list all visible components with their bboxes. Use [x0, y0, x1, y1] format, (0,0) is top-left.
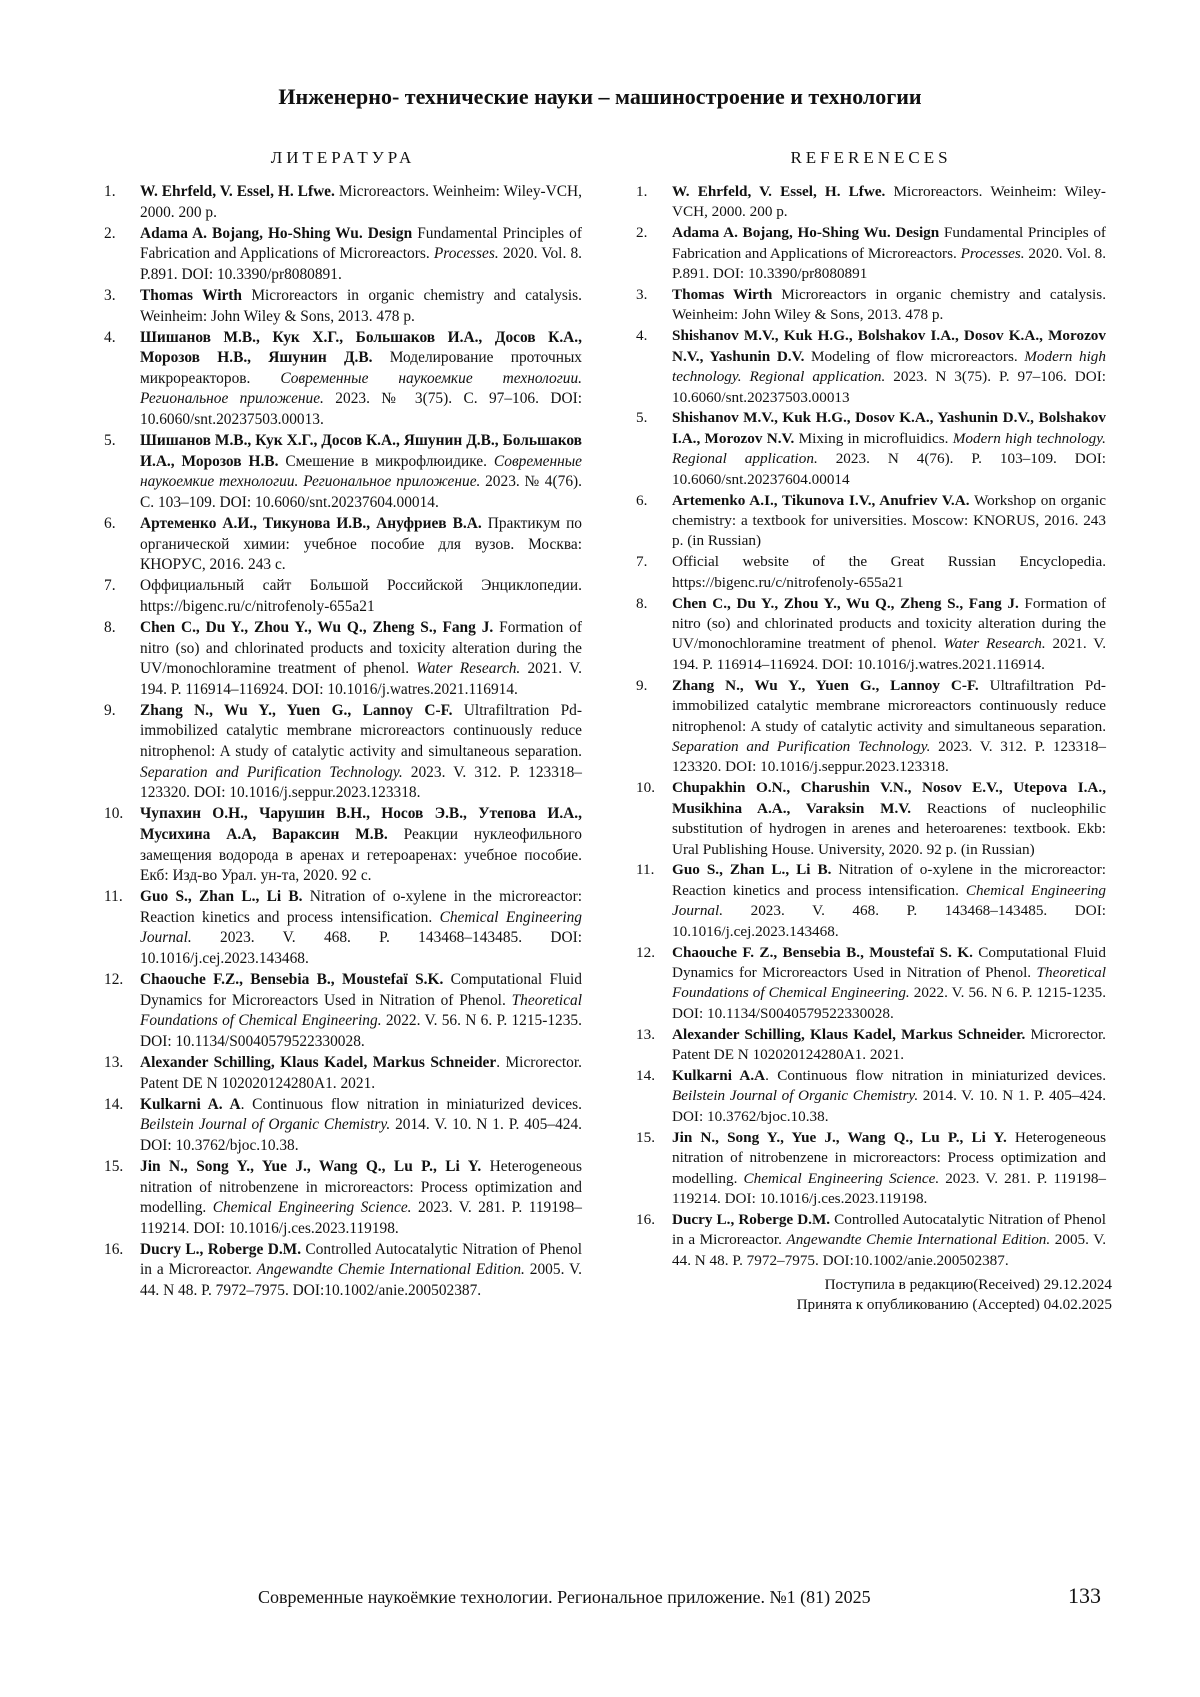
reference-item: [636, 1128, 1106, 1210]
reference-text: Реакции нуклеофильного замещения водорода в аренах и гетероаренах: учебное пособие. Екб: Изд-во Урал. ун-та, 2020. 92 с.: [140, 825, 582, 885]
reference-authors: Zhang N., Wu Y., Yuen G., Lannoy C-F.: [140, 701, 453, 719]
reference-authors: Чупахин О.Н., Чарушин В.Н., Носов Э.В., Утепова И.А., Мусихина А.А, Вараксин М.В.: [140, 805, 582, 843]
reference-item: [636, 676, 1106, 778]
reference-item: [636, 223, 1106, 284]
reference-journal: Theoretical Foundations of Chemical Engineering.: [140, 991, 582, 1030]
reference-number: 15.: [636, 1128, 655, 1146]
reference-journal: Angewandte Chemie International Edition.: [786, 1231, 1051, 1249]
reference-journal: Processes.: [433, 245, 499, 263]
reference-item: [104, 328, 582, 431]
reference-list-russian: [104, 182, 582, 1302]
references-russian-column: [104, 148, 582, 1302]
reference-text: Nitration of o-xylene in the microreactor: Reaction kinetics and process intensification.: [140, 888, 583, 926]
reference-item: [104, 804, 582, 886]
reference-authors: Adama A. Bojang, Ho-Shing Wu. Design: [140, 224, 413, 242]
reference-authors: Chen C., Du Y., Zhou Y., Wu Q., Zheng S., Fang J.: [672, 594, 1019, 612]
reference-authors: Artemenko A.I., Tikunova I.V., Anufriev V.A.: [672, 491, 970, 509]
reference-item: [636, 285, 1106, 326]
reference-text: Практикум по органической химии: учебное пособие для вузов. Москва: КНОРУС, 2016. 243 с.: [140, 515, 583, 574]
reference-journal: Beilstein Journal of Organic Chemistry.: [672, 1087, 919, 1105]
reference-item: [636, 552, 1106, 593]
reference-item: [636, 326, 1106, 408]
reference-number: 11.: [636, 861, 655, 879]
reference-number: 12.: [104, 971, 124, 989]
reference-item: [104, 618, 582, 700]
reference-details: 2023. V. 312. P. 123318–123320. DOI: 10.1016/j.seppur.2023.123318.: [140, 763, 582, 802]
reference-item: [104, 431, 582, 513]
reference-number: 1.: [104, 183, 116, 200]
reference-item: [636, 860, 1106, 942]
reference-item: [636, 1066, 1106, 1127]
reference-text: Microrector. Patent DE N 102020124280A1. 2021.: [672, 1025, 1106, 1064]
received-date: Поступила в редакцию(Received) 29.12.2024: [824, 1276, 1112, 1294]
reference-journal: Современные наукоемкие технологии. Региональное приложение.: [140, 452, 582, 491]
reference-number: 7.: [636, 553, 648, 571]
page-header-title: Инженерно- технические науки – машиностроение и технологии: [278, 84, 922, 109]
reference-journal: Chemical Engineering Journal.: [672, 881, 1106, 920]
reference-authors: Shishanov M.V., Kuk H.G., Bolshakov I.A., Dosov K.A., Morozov N.V., Yashunin D.V.: [672, 327, 1106, 365]
reference-journal: Separation and Purification Technology.: [672, 737, 931, 755]
reference-text: Workshop on organic chemistry: a textbook for universities. Moscow: KNORUS, 2016. 243 p. (in Russian): [672, 491, 1107, 550]
reference-authors: Chaouche F. Z., Bensebia B., Moustefaï S. K.: [672, 943, 973, 961]
reference-authors: Guo S., Zhan L., Li B.: [140, 888, 303, 906]
reference-item: [104, 1095, 582, 1157]
reference-text: Controlled Autocatalytic Nitration of Phenol in a Microreactor.: [140, 1240, 582, 1279]
reference-journal: Separation and Purification Technology.: [140, 763, 403, 781]
reference-number: 14.: [104, 1095, 124, 1113]
reference-number: 1.: [636, 183, 648, 200]
reference-number: 3.: [104, 286, 116, 304]
reference-text: Mixing in microfluidics.: [794, 429, 953, 447]
references-heading: REFERENECES: [790, 148, 952, 167]
reference-details: 2022. V. 56. N 6. P. 1215-1235. DOI: 10.1134/S0040579522330028.: [140, 1012, 582, 1050]
reference-number: 10.: [636, 779, 655, 797]
reference-number: 2.: [636, 224, 648, 242]
reference-text: Моделирование проточных микрореакторов.: [140, 349, 582, 387]
reference-number: 10.: [104, 805, 124, 823]
reference-text: Fundamental Principles of Fabrication and Applications of Microreactors.: [672, 224, 1106, 262]
reference-authors: Шишанов М.В., Кук Х.Г., Большаков И.А., Досов К.А., Морозов Н.В., Яшунин Д.В.: [140, 328, 582, 367]
reference-authors: Chaouche F.Z., Bensebia B., Moustefaï S.K.: [140, 971, 444, 989]
reference-number: 5.: [636, 409, 648, 427]
reference-authors: Jin N., Song Y., Yue J., Wang Q., Lu P., Li Y.: [672, 1128, 1007, 1146]
reference-item: [104, 1157, 582, 1239]
reference-number: 14.: [636, 1066, 655, 1084]
reference-text: Microreactors in organic chemistry and catalysis. Weinheim: John Wiley & Sons, 2013. 478 p.: [672, 286, 1106, 324]
reference-item: [104, 286, 582, 327]
reference-authors: Alexander Schilling, Klaus Kadel, Markus Schneider.: [672, 1025, 1026, 1043]
reference-item: [636, 408, 1106, 490]
reference-text: Reactions of nucleophilic substitution of hydrogen in arenes and heteroarenes: textbook. Ekb: Ural Publishing House. University, 2020. 92 p. (in Russian): [672, 799, 1106, 858]
reference-number: 12.: [636, 943, 655, 961]
reference-item: [104, 182, 582, 223]
footer-journal-name: Современные наукоёмкие технологии. Региональное приложение. №1 (81) 2025: [258, 1587, 871, 1607]
reference-journal: Chemical Engineering Science.: [743, 1169, 940, 1187]
reference-details: 2023. N 4(76). P. 103–109. DOI: 10.6060/snt.20237604.00014: [672, 450, 1107, 488]
reference-number: 16.: [636, 1210, 655, 1228]
reference-number: 8.: [104, 618, 116, 636]
reference-journal: Beilstein Journal of Organic Chemistry.: [140, 1116, 391, 1134]
reference-number: 4.: [636, 327, 648, 345]
reference-number: 13.: [104, 1053, 124, 1071]
reference-item: [104, 887, 582, 969]
reference-authors: W. Ehrfeld, V. Essel, H. Lfwe.: [140, 183, 335, 200]
reference-item: [104, 576, 582, 617]
reference-text: Official website of the Great Russian Encyclopedia. https://bigenc.ru/c/nitrofenoly-655a21: [672, 553, 1106, 591]
reference-journal: Theoretical Foundations of Chemical Engineering.: [672, 963, 1106, 1002]
reference-item: [636, 182, 1106, 223]
reference-authors: Zhang N., Wu Y., Yuen G., Lannoy C-F.: [672, 676, 979, 694]
reference-text: Ultrafiltration Pd-immobilized catalytic membrane microreactors continuously reduce nitrophenol: A study of catalytic activity and simultaneous separation.: [140, 701, 582, 761]
reference-text: . Microrector. Patent DE N 102020124280A1. 2021.: [140, 1053, 582, 1092]
reference-item: [636, 1025, 1106, 1066]
reference-text: . Continuous flow nitration in miniaturized devices.: [765, 1066, 1106, 1084]
reference-number: 8.: [636, 594, 648, 612]
reference-authors: Шишанов М.В., Кук Х.Г., Досов К.А., Яшунин Д.В., Большаков И.А., Морозов Н.В.: [140, 432, 582, 470]
reference-details: 2023. N 3(75). P. 97–106. DOI: 10.6060/snt.20237503.00013: [672, 368, 1106, 406]
reference-journal: Water Research.: [943, 635, 1046, 653]
reference-details: 2020. Vol. 8. P.891. DOI: 10.3390/pr8080891: [672, 244, 1106, 283]
reference-text: Formation of nitro (so) and chlorinated products and toxicity alteration during the UV/monochloramine treatment of phenol.: [140, 618, 582, 678]
reference-details: 2023. № 3(75). С. 97–106. DOI: 10.6060/snt.20237503.00013.: [140, 390, 582, 429]
reference-item: [636, 1210, 1106, 1271]
reference-number: 2.: [104, 224, 116, 242]
reference-details: 2023. V. 468. P. 143468–143485. DOI: 10.1016/j.cej.2023.143468.: [672, 902, 1106, 940]
reference-authors: W. Ehrfeld, V. Essel, H. Lfwe.: [672, 183, 886, 200]
reference-text: Microreactors. Weinheim: Wiley-VCH, 2000. 200 p.: [672, 183, 1106, 221]
reference-number: 13.: [636, 1025, 655, 1043]
reference-text: Fundamental Principles of Fabrication and Applications of Microreactors.: [140, 224, 582, 263]
reference-text: Computational Fluid Dynamics for Microreactors Used in Nitration of Phenol.: [140, 971, 582, 1009]
reference-text: Оффициальный сайт Большой Российской Энциклопедии. https://bigenc.ru/c/nitrofenoly-655a21: [140, 577, 582, 615]
reference-number: 4.: [104, 328, 116, 346]
reference-item: [104, 701, 582, 804]
reference-text: Controlled Autocatalytic Nitration of Phenol in a Microreactor.: [672, 1210, 1106, 1249]
reference-number: 16.: [104, 1240, 124, 1258]
reference-text: Microreactors. Weinheim: Wiley-VCH, 2000. 200 p.: [140, 183, 582, 221]
reference-journal: Chemical Engineering Journal.: [140, 908, 582, 947]
reference-text: Nitration of o-xylene in the microreactor: Reaction kinetics and process intensification.: [672, 861, 1107, 899]
reference-number: 6.: [104, 515, 116, 532]
reference-authors: Kulkarni A. A: [140, 1095, 241, 1113]
reference-text: Formation of nitro (so) and chlorinated products and toxicity alteration during the UV/monochloramine treatment of phenol.: [672, 594, 1106, 653]
reference-item: [636, 594, 1106, 676]
reference-details: 2014. V. 10. N 1. P. 405–424. DOI: 10.3762/bjoc.10.38.: [672, 1087, 1106, 1125]
reference-authors: Thomas Wirth: [672, 286, 773, 304]
reference-details: 2021. V. 194. P. 116914–116924. DOI: 10.1016/j.watres.2021.116914.: [672, 635, 1106, 673]
reference-authors: Jin N., Song Y., Yue J., Wang Q., Lu P., Li Y.: [140, 1157, 482, 1175]
reference-number: 6.: [636, 491, 648, 509]
reference-item: [104, 1240, 582, 1302]
reference-text: Heterogeneous nitration of nitrobenzene in microreactors: Process optimization and modelling.: [672, 1128, 1106, 1187]
reference-text: Heterogeneous nitration of nitrobenzene in microreactors: Process optimization and modelling.: [140, 1157, 582, 1217]
reference-authors: Adama A. Bojang, Ho-Shing Wu. Design: [672, 224, 940, 242]
reference-details: 2005. V. 44. N 48. P. 7972–7975. DOI:10.1002/anie.200502387.: [140, 1261, 582, 1299]
reference-details: 2023. V. 312. P. 123318–123320. DOI: 10.1016/j.seppur.2023.123318.: [672, 737, 1107, 776]
reference-item: [104, 1053, 582, 1094]
reference-journal: Современные наукоемкие технологии. Региональное приложение.: [140, 369, 582, 408]
reference-text: Смешение в микрофлюидике.: [278, 452, 494, 470]
reference-number: 9.: [104, 701, 116, 719]
reference-authors: Guo S., Zhan L., Li B.: [672, 861, 832, 879]
reference-number: 3.: [636, 286, 648, 304]
reference-details: 2022. V. 56. N 6. P. 1215-1235. DOI: 10.1134/S0040579522330028.: [672, 984, 1106, 1022]
reference-authors: Ducry L., Roberge D.M.: [672, 1210, 831, 1228]
reference-number: 11.: [104, 888, 123, 906]
reference-authors: Chen C., Du Y., Zhou Y., Wu Q., Zheng S., Fang J.: [140, 618, 494, 636]
reference-authors: Chupakhin O.N., Charushin V.N., Nosov E.V., Utepova I.A., Musikhina A.A., Varaksin M.V.: [672, 779, 1106, 817]
reference-text: Modeling of flow microreactors.: [804, 347, 1025, 365]
reference-number: 5.: [104, 432, 116, 450]
reference-authors: Ducry L., Roberge D.M.: [140, 1240, 302, 1258]
reference-list-english: [636, 182, 1106, 1271]
reference-details: 2014. V. 10. N 1. P. 405–424. DOI: 10.3762/bjoc.10.38.: [140, 1116, 582, 1154]
reference-text: Computational Fluid Dynamics for Microreactors Used in Nitration of Phenol.: [672, 943, 1106, 981]
reference-item: [636, 491, 1106, 552]
reference-item: [636, 778, 1106, 860]
reference-details: 2023. V. 468. P. 143468–143485. DOI: 10.1016/j.cej.2023.143468.: [140, 929, 582, 967]
reference-text: Microreactors in organic chemistry and catalysis. Weinheim: John Wiley & Sons, 2013. 478 p.: [140, 286, 582, 325]
reference-item: [104, 514, 582, 576]
reference-authors: Alexander Schilling, Klaus Kadel, Markus Schneider: [140, 1053, 497, 1071]
reference-item: [636, 943, 1106, 1025]
page-number: 133: [1068, 1583, 1101, 1608]
reference-details: 2023. V. 281. P. 119198–119214. DOI: 10.1016/j.ces.2023.119198.: [140, 1199, 582, 1237]
references-english-column: [636, 148, 1112, 1316]
reference-text: . Continuous flow nitration in miniaturized devices.: [240, 1095, 582, 1113]
reference-authors: Thomas Wirth: [140, 286, 242, 304]
reference-details: 2005. V. 44. N 48. P. 7972–7975. DOI:10.1002/anie.200502387.: [672, 1231, 1106, 1269]
reference-text: Ultrafiltration Pd-immobilized catalytic membrane microreactors continuously reduce nitrophenol: A study of catalytic activity and simultaneous separation.: [672, 676, 1106, 735]
reference-authors: Артеменко А.И., Тикунова И.В., Ануфриев В.А.: [140, 515, 482, 532]
reference-details: 2023. V. 281. P. 119198–119214. DOI: 10.1016/j.ces.2023.119198.: [672, 1169, 1107, 1207]
reference-authors: Shishanov M.V., Kuk H.G., Dosov K.A., Yashunin D.V., Bolshakov I.A., Morozov N.V.: [672, 409, 1106, 447]
reference-details: 2020. Vol. 8. P.891. DOI: 10.3390/pr8080891.: [140, 245, 583, 283]
reference-item: [104, 970, 582, 1052]
reference-journal: Chemical Engineering Science.: [212, 1199, 412, 1217]
reference-journal: Modern high technology. Regional application.: [672, 429, 1106, 468]
reference-number: 9.: [636, 676, 648, 694]
accepted-date: Принята к опубликованию (Accepted) 04.02.2025: [796, 1296, 1112, 1314]
reference-details: 2021. V. 194. P. 116914–116924. DOI: 10.1016/j.watres.2021.116914.: [140, 660, 582, 698]
reference-number: 7.: [104, 577, 116, 595]
reference-number: 15.: [104, 1157, 124, 1175]
reference-journal: Water Research.: [416, 660, 521, 678]
reference-journal: Angewandte Chemie International Edition.: [256, 1261, 525, 1279]
literature-heading: ЛИТЕРАТУРА: [270, 148, 416, 167]
reference-journal: Processes.: [960, 244, 1025, 262]
reference-journal: Modern high technology. Regional application.: [672, 347, 1106, 386]
reference-details: 2023. № 4(76). С. 103–109. DOI: 10.6060/snt.20237604.00014.: [140, 473, 582, 511]
reference-authors: Kulkarni A.A: [672, 1066, 766, 1084]
reference-item: [104, 224, 582, 286]
